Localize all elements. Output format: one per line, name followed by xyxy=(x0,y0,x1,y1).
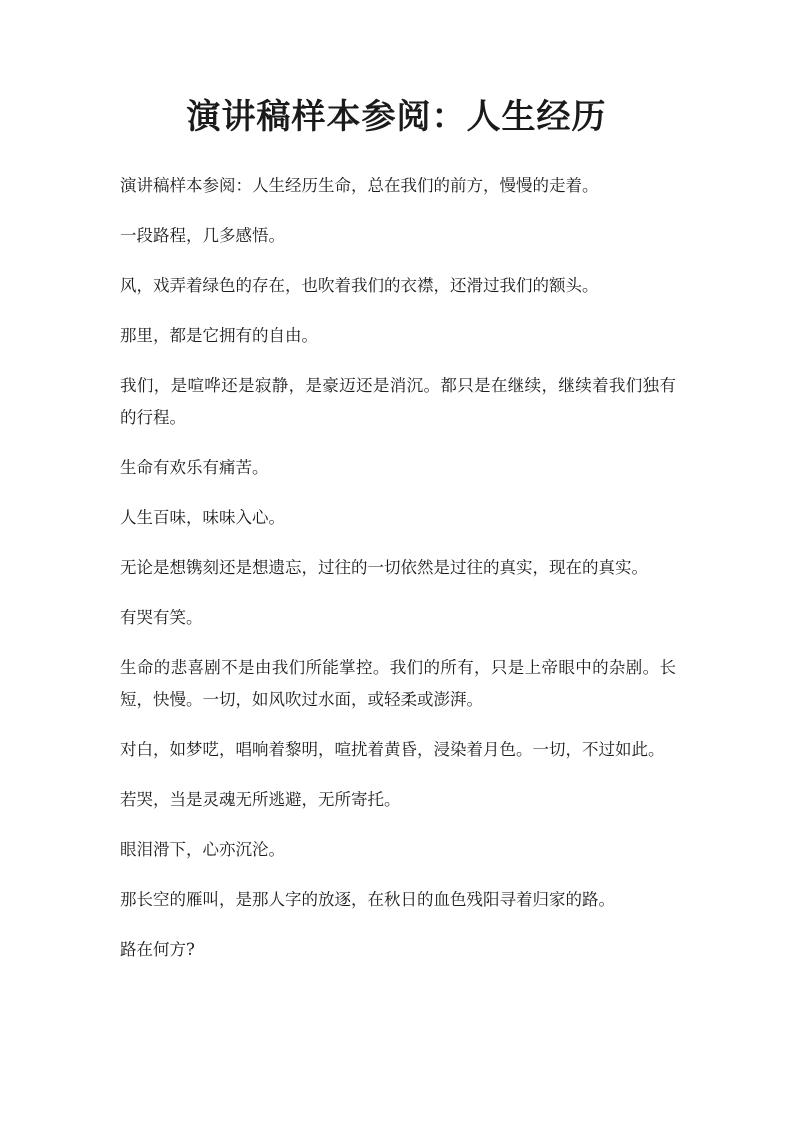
paragraph: 演讲稿样本参阅：人生经历生命，总在我们的前方，慢慢的走着。 xyxy=(120,176,599,195)
paragraph: 对白，如梦呓，唱响着黎明，喧扰着黄昏，浸染着月色。一切，不过如此。 xyxy=(120,740,665,759)
paragraph: 那里，都是它拥有的自由。 xyxy=(120,326,318,345)
paragraph: 生命的悲喜剧不是由我们所能掌控。我们的所有，只是上帝眼中的杂剧。长短，快慢。一切，如风吹过水面，或轻柔或澎湃。 xyxy=(120,658,676,709)
document-title: 演讲稿样本参阅：人生经历 xyxy=(186,97,607,137)
document-body xyxy=(120,170,676,984)
paragraph: 我们，是喧哗还是寂静，是豪迈还是消沉。都只是在继续，继续着我们独有的行程。 xyxy=(120,376,676,427)
paragraph: 无论是想镌刻还是想遗忘，过往的一切依然是过往的真实，现在的真实。 xyxy=(120,558,648,577)
paragraph: 一段路程，几多感悟。 xyxy=(120,226,285,245)
paragraph: 人生百味，味味入心。 xyxy=(120,508,285,527)
paragraph: 有哭有笑。 xyxy=(120,608,203,627)
paragraph: 若哭，当是灵魂无所逃避，无所寄托。 xyxy=(120,790,401,809)
paragraph: 生命有欢乐有痛苦。 xyxy=(120,458,269,477)
paragraph: 路在何方? xyxy=(120,940,195,959)
paragraph: 那长空的雁叫，是那人字的放逐，在秋日的血色残阳寻着归家的路。 xyxy=(120,890,615,909)
paragraph: 眼泪滑下，心亦沉沦。 xyxy=(120,840,285,859)
paragraph: 风，戏弄着绿色的存在，也吹着我们的衣襟，还滑过我们的额头。 xyxy=(120,276,599,295)
